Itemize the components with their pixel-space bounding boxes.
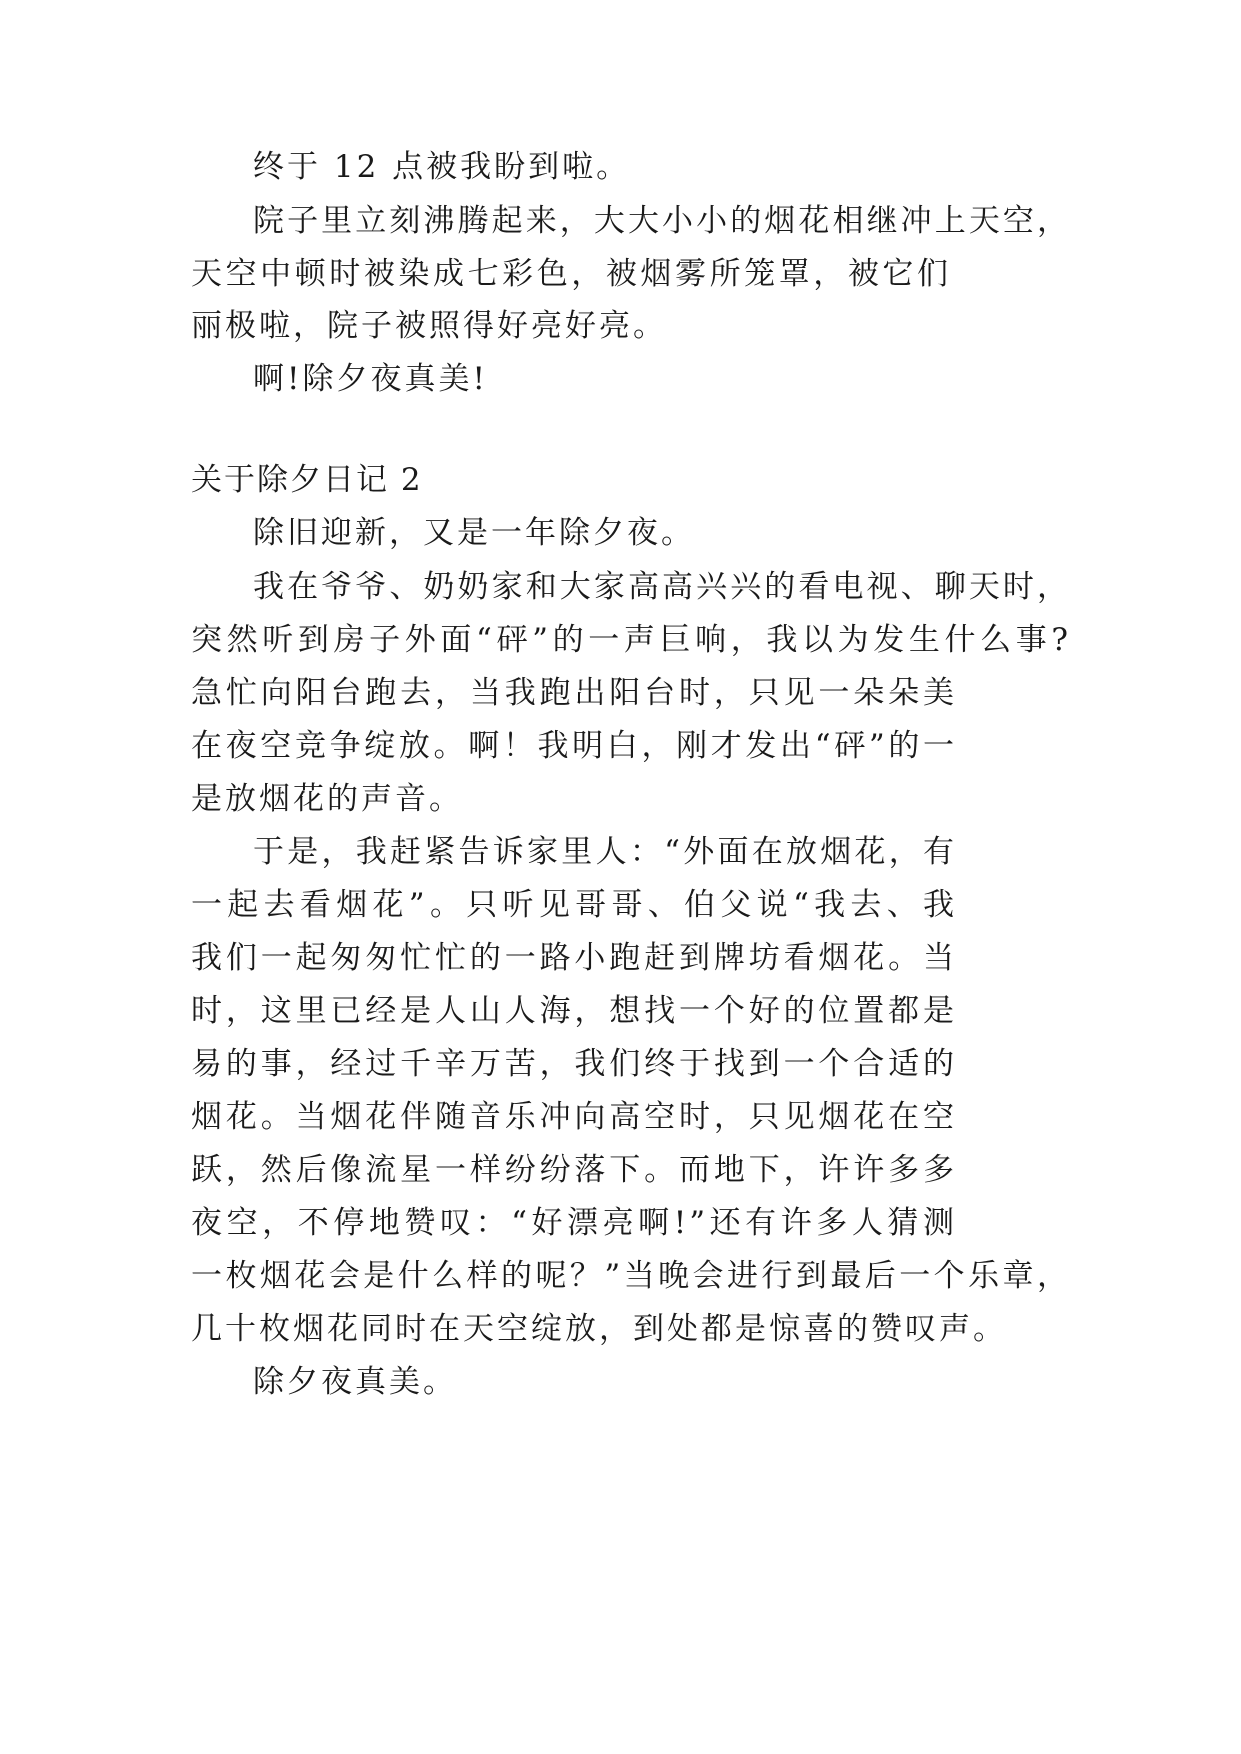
paragraph-line: 院子里立刻沸腾起来，大大小小的烟花相继冲上天空， xyxy=(253,203,1071,239)
paragraph-line: 烟花。当烟花伴随音乐冲向高空时，只见烟花在空 xyxy=(191,1099,957,1135)
paragraph-line: 一起去看烟花”。只听见哥哥、伯父说“我去、我 xyxy=(191,887,957,923)
paragraph-line: 跃，然后像流星一样纷纷落下。而地下，许许多多 xyxy=(191,1152,957,1188)
paragraph-line: 时，这里已经是人山人海，想找一个好的位置都是 xyxy=(191,993,957,1029)
paragraph-line: 我在爷爷、奶奶家和大家高高兴兴的看电视、聊天时， xyxy=(253,569,1071,605)
paragraph-line: 在夜空竞争绽放。啊！我明白，刚才发出“砰”的一 xyxy=(191,728,957,764)
paragraph-line: 是放烟花的声音。 xyxy=(191,781,463,817)
paragraph-line: 一枚烟花会是什么样的呢？”当晚会进行到最后一个乐章， xyxy=(191,1258,1071,1294)
paragraph-line: 易的事，经过千辛万苦，我们终于找到一个合适的 xyxy=(191,1046,957,1082)
paragraph-line: 终于 12 点被我盼到啦。 xyxy=(253,149,631,185)
paragraph-line: 丽极啦，院子被照得好亮好亮。 xyxy=(191,308,667,344)
paragraph-line: 除旧迎新，又是一年除夕夜。 xyxy=(253,515,695,551)
paragraph-line: 除夕夜真美。 xyxy=(253,1364,457,1400)
paragraph-line: 天空中顿时被染成七彩色，被烟雾所笼罩，被它们 xyxy=(191,256,951,292)
paragraph-line: 于是，我赶紧告诉家里人：“外面在放烟花，有 xyxy=(253,834,957,870)
paragraph-line: 急忙向阳台跑去，当我跑出阳台时，只见一朵朵美 xyxy=(191,675,957,711)
paragraph-line: 突然听到房子外面“砰”的一声巨响，我以为发生什么事? xyxy=(191,622,1071,658)
paragraph-line: 几十枚烟花同时在天空绽放，到处都是惊喜的赞叹声。 xyxy=(191,1311,1007,1347)
section-heading: 关于除夕日记 2 xyxy=(191,462,423,498)
paragraph-line: 夜空，不停地赞叹：“好漂亮啊!”还有许多人猜测 xyxy=(191,1205,957,1241)
paragraph-line: 我们一起匆匆忙忙的一路小跑赶到牌坊看烟花。当 xyxy=(191,940,957,976)
paragraph-line: 啊!除夕夜真美! xyxy=(253,361,488,397)
